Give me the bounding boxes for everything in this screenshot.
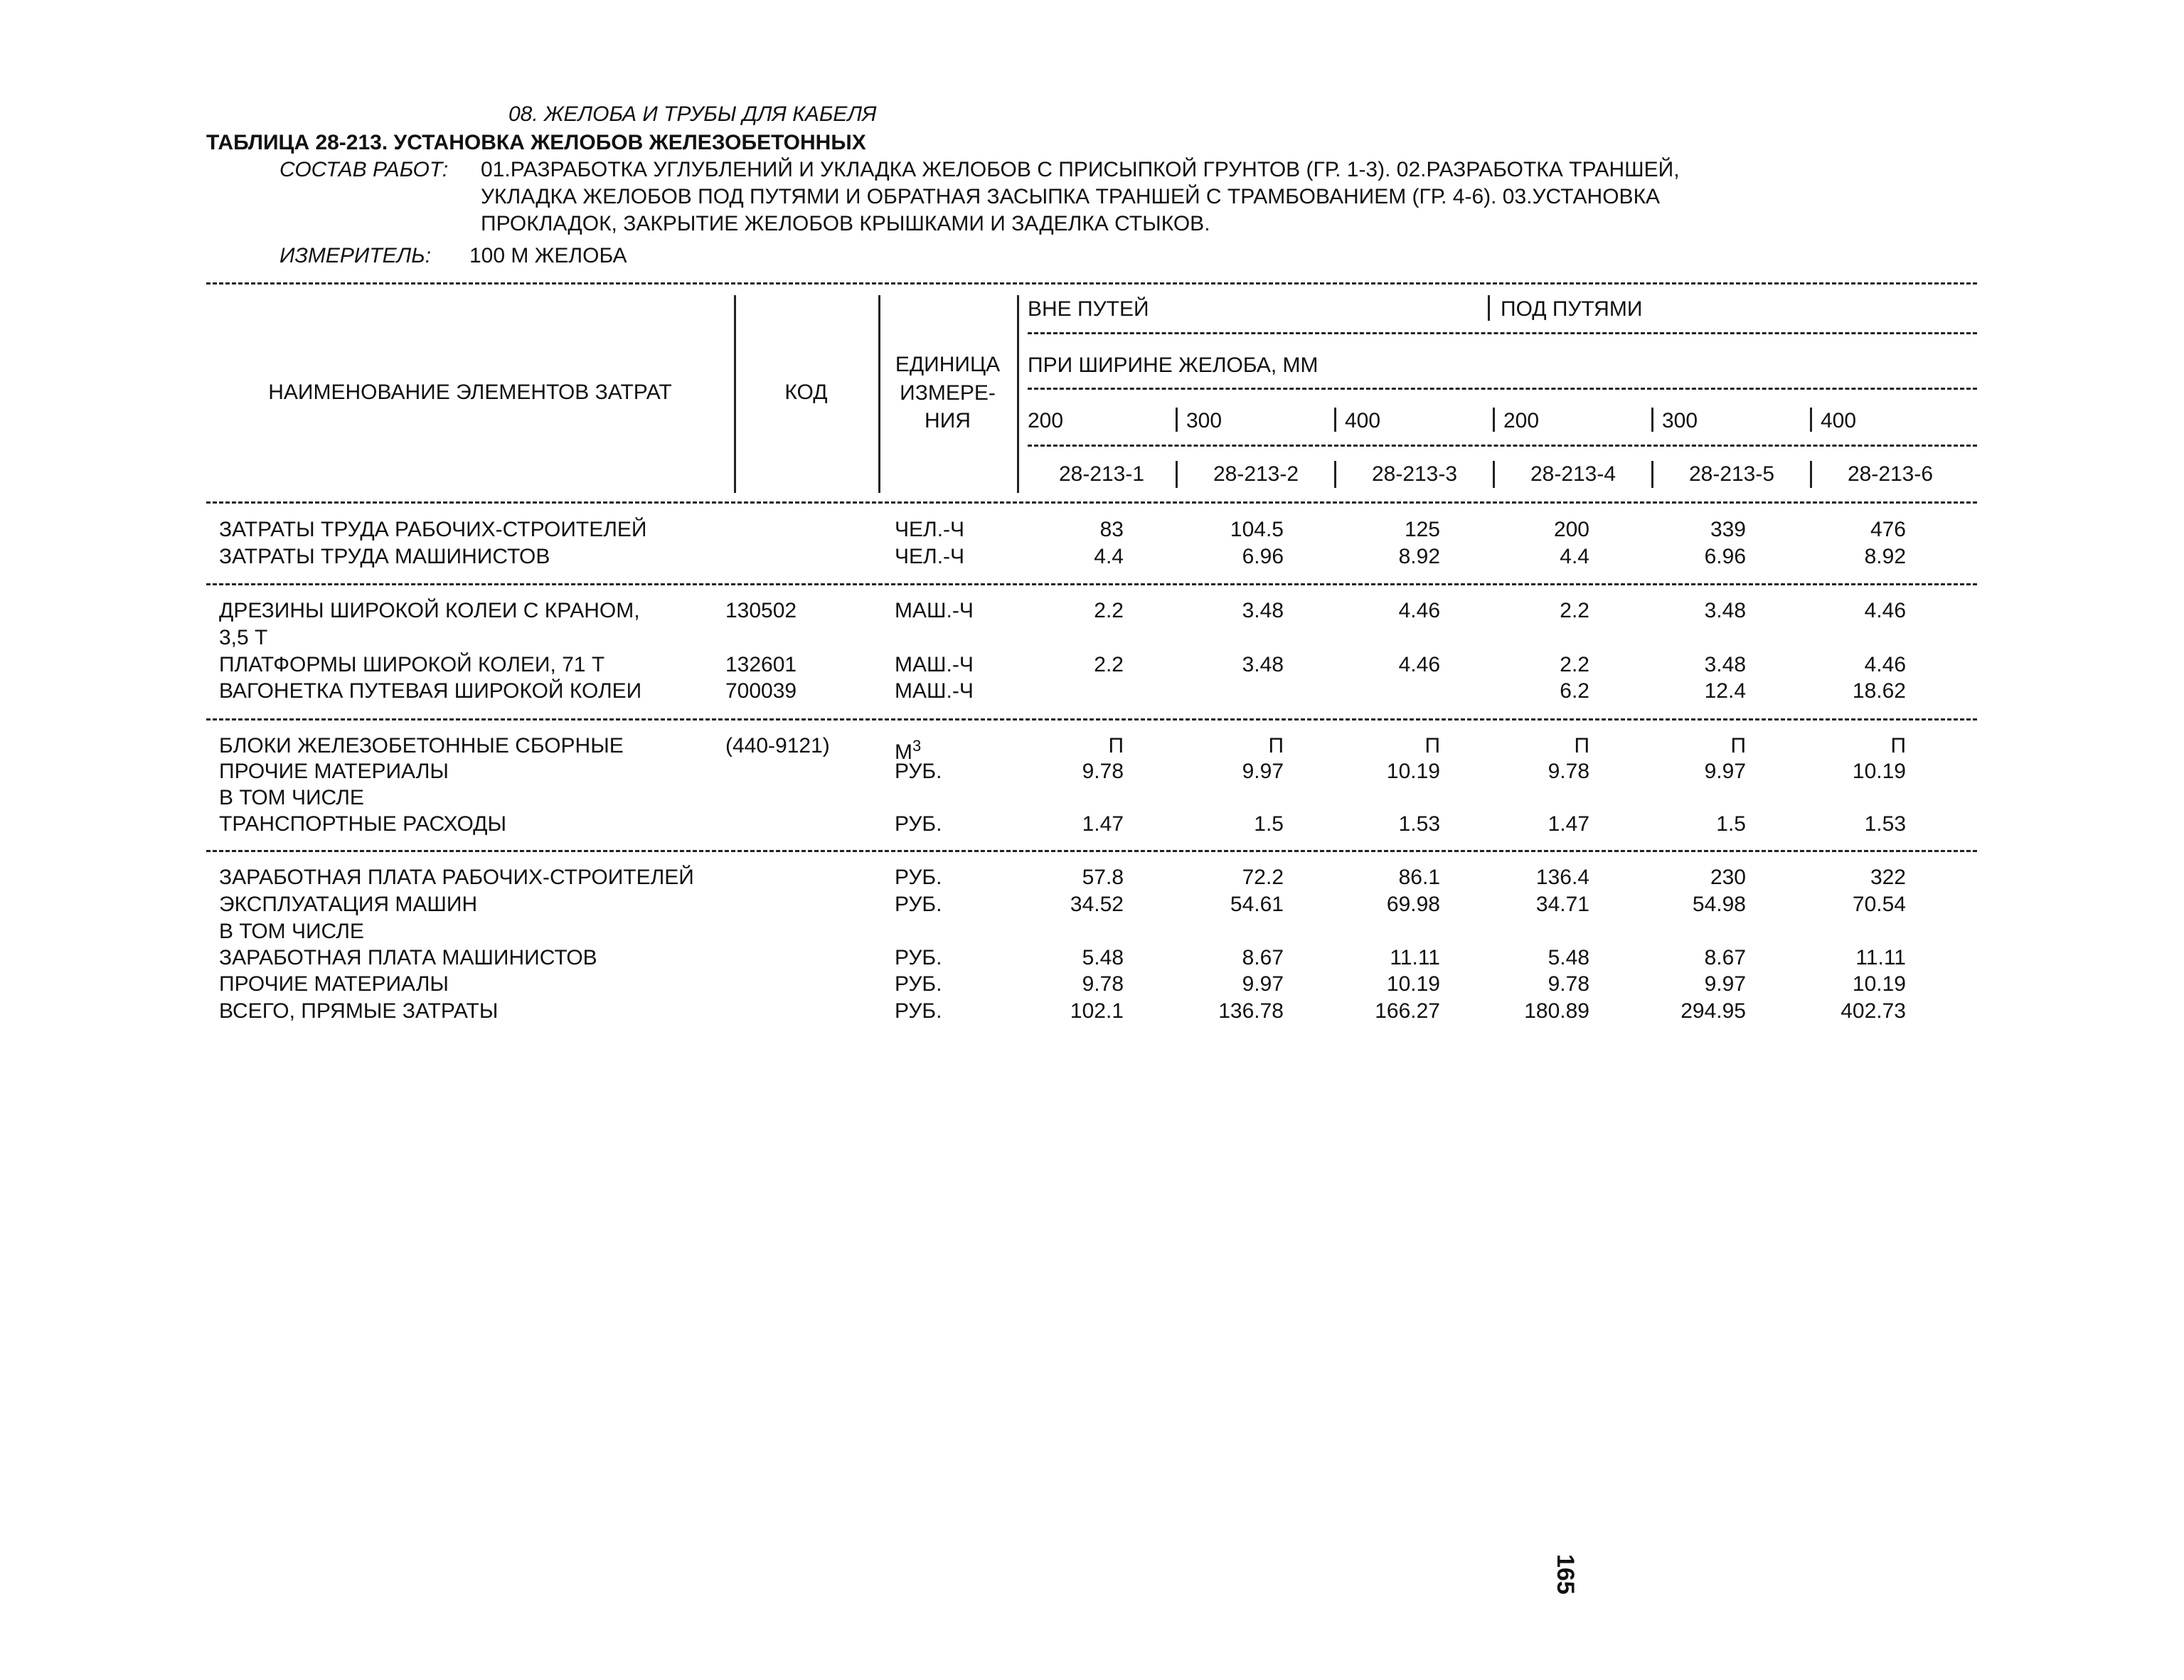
- value-cell: 5.48: [1082, 946, 1124, 969]
- value-cell: 402.73: [1841, 999, 1906, 1023]
- value-cell: 9.78: [1082, 972, 1124, 996]
- value-cell: 6.2: [1560, 679, 1589, 703]
- value-cell: 2.2: [1560, 653, 1589, 676]
- cost-item-name: ЗАТРАТЫ ТРУДА МАШИНИСТОВ: [219, 545, 550, 568]
- section-title: 08. ЖЕЛОБА И ТРУБЫ ДЛЯ КАБЕЛЯ: [508, 102, 877, 126]
- column-divider: [1017, 295, 1019, 493]
- width-divider: [1334, 408, 1336, 432]
- unit-of-measure: РУБ.: [895, 972, 942, 996]
- value-cell: 1.5: [1716, 812, 1746, 836]
- resource-code: 132601: [725, 653, 797, 676]
- value-cell: 1.53: [1864, 812, 1906, 836]
- value-cell: 200: [1553, 518, 1589, 541]
- value-cell: 136.78: [1218, 999, 1284, 1023]
- header-group-under-tracks: ПОД ПУТЯМИ: [1501, 297, 1643, 321]
- norm-code-cell: 28-213-1: [1058, 462, 1145, 486]
- width-cell: 400: [1821, 409, 1857, 432]
- header-bottom-rule: [206, 501, 1977, 504]
- norm-code-cell: 28-213-3: [1371, 462, 1458, 486]
- value-cell: П: [1890, 734, 1906, 757]
- value-cell: 476: [1870, 518, 1906, 541]
- cost-item-name: ЗАРАБОТНАЯ ПЛАТА МАШИНИСТОВ: [219, 946, 597, 969]
- cost-item-name: ВАГОНЕТКА ПУТЕВАЯ ШИРОКОЙ КОЛЕИ: [219, 679, 642, 703]
- value-cell: 9.78: [1082, 760, 1124, 783]
- unit-of-measure: РУБ.: [895, 866, 942, 889]
- value-cell: 8.92: [1398, 545, 1440, 568]
- cost-item-name: ВСЕГО, ПРЯМЫЕ ЗАТРАТЫ: [219, 999, 499, 1023]
- header-inner-rule: [1028, 445, 1977, 447]
- unit-of-measure: $М^3$: [895, 737, 922, 764]
- value-cell: 5.48: [1548, 946, 1589, 969]
- work-composition-line: УКЛАДКА ЖЕЛОБОВ ПОД ПУТЯМИ И ОБРАТНАЯ ЗАСЫПКА ТРАНШЕЙ С ТРАМБОВАНИЕМ (ГР. 4-6). 03.УСТАНОВКА: [481, 185, 1661, 208]
- value-cell: 10.19: [1852, 760, 1906, 783]
- table-top-rule: [206, 282, 1977, 285]
- value-cell: 9.97: [1242, 972, 1284, 996]
- value-cell: П: [1730, 734, 1746, 757]
- value-cell: 4.46: [1398, 653, 1440, 676]
- unit-of-measure: РУБ.: [895, 946, 942, 969]
- cost-item-name: ЭКСПЛУАТАЦИЯ МАШИН: [219, 893, 478, 916]
- section-rule: [206, 718, 1977, 721]
- header-unit-line: НИЯ: [925, 409, 971, 432]
- unit-of-measure: РУБ.: [895, 893, 942, 916]
- value-cell: П: [1108, 734, 1124, 757]
- value-cell: 104.5: [1230, 518, 1284, 541]
- value-cell: 1.47: [1082, 812, 1124, 836]
- value-cell: 125: [1404, 518, 1440, 541]
- value-cell: 339: [1710, 518, 1746, 541]
- unit-of-measure: ЧЕЛ.-Ч: [895, 518, 965, 541]
- unit-of-measure: МАШ.-Ч: [895, 599, 974, 622]
- value-cell: 3.48: [1242, 599, 1284, 622]
- value-cell: 322: [1870, 866, 1906, 889]
- value-cell: 18.62: [1852, 679, 1906, 703]
- cost-item-name-cont: 3,5 Т: [219, 626, 268, 649]
- value-cell: 54.98: [1692, 893, 1746, 916]
- value-cell: 1.47: [1548, 812, 1589, 836]
- value-cell: 4.4: [1560, 545, 1589, 568]
- value-cell: 10.19: [1852, 972, 1906, 996]
- unit-of-measure: МАШ.-Ч: [895, 679, 974, 703]
- value-cell: 2.2: [1094, 599, 1124, 622]
- resource-code: (440-9121): [725, 734, 830, 757]
- value-cell: 8.67: [1242, 946, 1284, 969]
- value-cell: 3.48: [1704, 653, 1746, 676]
- value-cell: 9.78: [1548, 972, 1589, 996]
- resource-code: 130502: [725, 599, 797, 622]
- header-unit-line: ЕДИНИЦА: [895, 353, 1001, 376]
- cost-item-name: ПЛАТФОРМЫ ШИРОКОЙ КОЛЕИ, 71 Т: [219, 653, 605, 676]
- norm-code-cell: 28-213-2: [1213, 462, 1299, 486]
- cost-item-name: ПРОЧИЕ МАТЕРИАЛЫ: [219, 760, 449, 783]
- value-cell: 6.96: [1242, 545, 1284, 568]
- cost-item-name: БЛОКИ ЖЕЛЕЗОБЕТОННЫЕ СБОРНЫЕ: [219, 734, 624, 757]
- header-width-label: ПРИ ШИРИНЕ ЖЕЛОБА, ММ: [1028, 353, 1319, 377]
- cost-item-name: ДРЕЗИНЫ ШИРОКОЙ КОЛЕИ С КРАНОМ,: [219, 599, 640, 622]
- unit-superscript: 3: [912, 737, 922, 755]
- value-cell: 9.97: [1242, 760, 1284, 783]
- value-cell: 3.48: [1704, 599, 1746, 622]
- value-cell: 8.92: [1864, 545, 1906, 568]
- header-inner-rule: [1028, 388, 1977, 390]
- value-cell: 70.54: [1852, 893, 1906, 916]
- value-cell: 54.61: [1230, 893, 1284, 916]
- page-number: 165: [1552, 1554, 1579, 1595]
- value-cell: 9.97: [1704, 972, 1746, 996]
- value-cell: 10.19: [1386, 760, 1440, 783]
- width-divider: [1493, 408, 1495, 432]
- value-cell: 72.2: [1242, 866, 1284, 889]
- cost-item-name: ЗАТРАТЫ ТРУДА РАБОЧИХ-СТРОИТЕЛЕЙ: [219, 518, 647, 541]
- resource-code: 700039: [725, 679, 797, 703]
- header-group-outside-tracks: ВНЕ ПУТЕЙ: [1028, 297, 1149, 321]
- value-cell: 4.46: [1864, 599, 1906, 622]
- value-cell: 166.27: [1375, 999, 1440, 1023]
- work-composition-line: ПРОКЛАДОК, ЗАКРЫТИЕ ЖЕЛОБОВ КРЫШКАМИ И ЗАДЕЛКА СТЫКОВ.: [481, 212, 1210, 235]
- table-title: ТАБЛИЦА 28-213. УСТАНОВКА ЖЕЛОБОВ ЖЕЛЕЗОБЕТОННЫХ: [206, 131, 866, 154]
- value-cell: 2.2: [1094, 653, 1124, 676]
- value-cell: 11.11: [1390, 946, 1440, 969]
- value-cell: 4.4: [1094, 545, 1124, 568]
- width-cell: 400: [1345, 409, 1381, 432]
- value-cell: 8.67: [1704, 946, 1746, 969]
- value-cell: 34.71: [1535, 893, 1589, 916]
- value-cell: 102.1: [1070, 999, 1124, 1023]
- value-cell: 57.8: [1082, 866, 1124, 889]
- header-unit-line: ИЗМЕРЕ-: [900, 381, 996, 405]
- work-composition-label: СОСТАВ РАБОТ:: [279, 158, 449, 181]
- value-cell: 34.52: [1070, 893, 1124, 916]
- cost-item-name: В ТОМ ЧИСЛЕ: [219, 786, 364, 809]
- header-cost-elements: НАИМЕНОВАНИЕ ЭЛЕМЕНТОВ ЗАТРАТ: [268, 381, 672, 404]
- norm-code-cell: 28-213-5: [1688, 462, 1775, 486]
- value-cell: 230: [1710, 866, 1746, 889]
- value-cell: 180.89: [1524, 999, 1589, 1023]
- value-cell: 3.48: [1242, 653, 1284, 676]
- meter-label: ИЗМЕРИТЕЛЬ:: [279, 244, 432, 267]
- header-code: КОД: [784, 381, 828, 404]
- value-cell: 83: [1099, 518, 1124, 541]
- group-divider: [1488, 295, 1490, 321]
- unit-of-measure: РУБ.: [895, 999, 942, 1023]
- cost-item-name: В ТОМ ЧИСЛЕ: [219, 920, 364, 943]
- value-cell: 9.97: [1704, 760, 1746, 783]
- unit-of-measure: МАШ.-Ч: [895, 653, 974, 676]
- norm-code-cell: 28-213-6: [1847, 462, 1934, 486]
- value-cell: 4.46: [1864, 653, 1906, 676]
- width-divider: [1810, 408, 1812, 432]
- meter-value: 100 М ЖЕЛОБА: [469, 244, 627, 267]
- value-cell: П: [1424, 734, 1440, 757]
- value-cell: 9.78: [1548, 760, 1589, 783]
- value-cell: 11.11: [1855, 946, 1906, 969]
- unit-of-measure: РУБ.: [895, 812, 942, 836]
- width-cell: 200: [1503, 409, 1540, 432]
- norm-code-cell: 28-213-4: [1530, 462, 1616, 486]
- value-cell: 294.95: [1680, 999, 1746, 1023]
- value-cell: 86.1: [1398, 866, 1440, 889]
- value-cell: П: [1574, 734, 1589, 757]
- value-cell: 1.53: [1398, 812, 1440, 836]
- width-cell: 300: [1662, 409, 1698, 432]
- value-cell: 12.4: [1704, 679, 1746, 703]
- value-cell: 10.19: [1386, 972, 1440, 996]
- value-cell: 4.46: [1398, 599, 1440, 622]
- cost-item-name: ТРАНСПОРТНЫЕ РАСХОДЫ: [219, 812, 507, 836]
- value-cell: 69.98: [1386, 893, 1440, 916]
- value-cell: 6.96: [1704, 545, 1746, 568]
- header-inner-rule: [1028, 332, 1977, 334]
- width-cell: 200: [1028, 409, 1064, 432]
- unit-of-measure: РУБ.: [895, 760, 942, 783]
- cost-item-name: ПРОЧИЕ МАТЕРИАЛЫ: [219, 972, 449, 996]
- section-rule: [206, 850, 1977, 852]
- width-cell: 300: [1186, 409, 1222, 432]
- work-composition-line: 01.РАЗРАБОТКА УГЛУБЛЕНИЙ И УКЛАДКА ЖЕЛОБОВ С ПРИСЫПКОЙ ГРУНТОВ (ГР. 1-3). 02.РАЗРАБОТКА ТРАНШЕЙ,: [481, 158, 1680, 181]
- value-cell: 1.5: [1254, 812, 1284, 836]
- value-cell: П: [1268, 734, 1284, 757]
- unit-of-measure: ЧЕЛ.-Ч: [895, 545, 965, 568]
- width-divider: [1651, 408, 1653, 432]
- value-cell: 2.2: [1560, 599, 1589, 622]
- width-divider: [1176, 408, 1178, 432]
- section-rule: [206, 583, 1977, 585]
- cost-item-name: ЗАРАБОТНАЯ ПЛАТА РАБОЧИХ-СТРОИТЕЛЕЙ: [219, 866, 694, 889]
- value-cell: 136.4: [1535, 866, 1589, 889]
